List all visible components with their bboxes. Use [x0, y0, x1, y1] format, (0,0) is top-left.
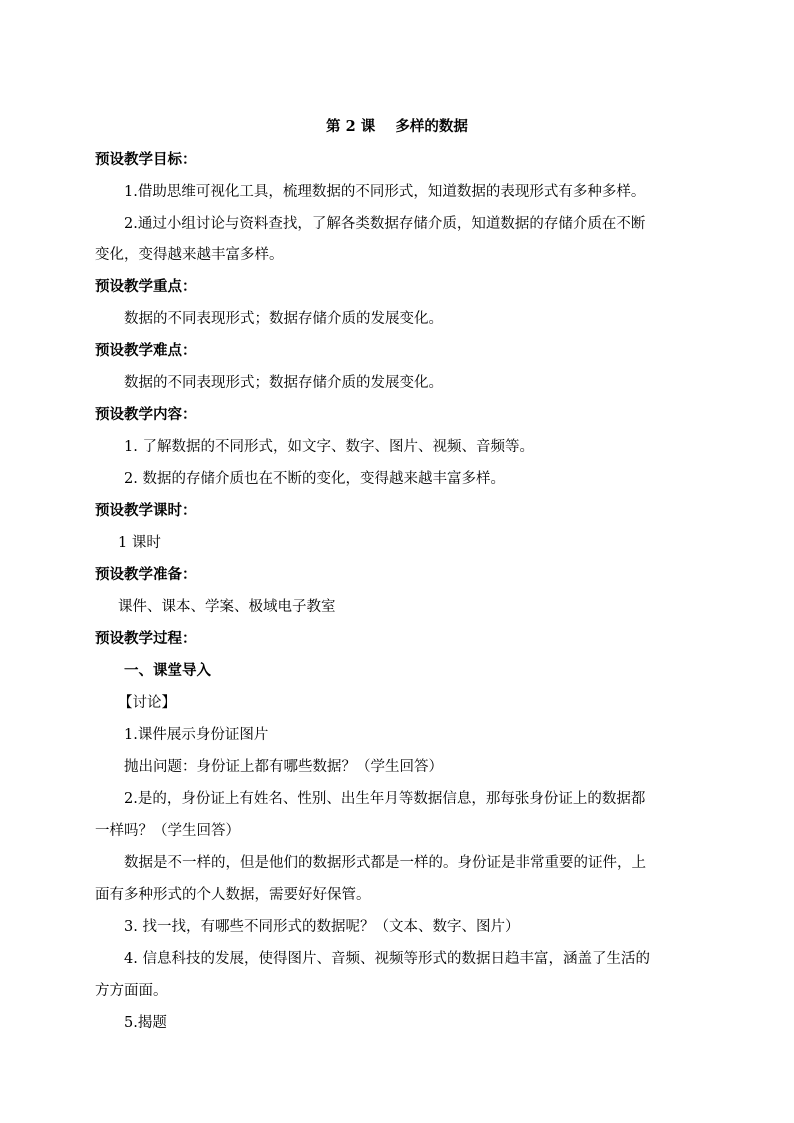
step-2-line-1: 2.是的，身份证上有姓名、性别、出生年月等数据信息，那每张身份证上的数据都: [124, 791, 646, 807]
goal-item-2-line-2: 变化，变得越来越丰富多样。: [95, 247, 284, 263]
lesson-title: 第 2 课 多样的数据: [326, 118, 468, 135]
hours-text: 1 课时: [118, 535, 161, 551]
key-points-heading: 预设教学重点：: [95, 278, 197, 295]
step-1: 1.课件展示身份证图片: [124, 727, 269, 743]
difficult-points-text: 数据的不同表现形式；数据存储介质的发展变化。: [124, 375, 443, 391]
process-part-1-heading: 一、课堂导入: [124, 662, 211, 679]
step-1-question: 抛出问题：身份证上都有哪些数据？（学生回答）: [124, 759, 443, 775]
key-points-text: 数据的不同表现形式；数据存储介质的发展变化。: [124, 311, 443, 327]
goal-item-2-line-1: 2.通过小组讨论与资料查找，了解各类数据存储介质，知道数据的存储介质在不断: [124, 216, 646, 232]
preparation-heading: 预设教学准备：: [95, 566, 197, 583]
step-5: 5.揭题: [124, 1015, 167, 1031]
step-2b-line-1: 数据是不一样的，但是他们的数据形式都是一样的。身份证是非常重要的证件，上: [124, 855, 646, 871]
process-heading: 预设教学过程：: [95, 630, 197, 647]
difficult-points-heading: 预设教学难点：: [95, 342, 197, 359]
step-4-line-1: 4. 信息科技的发展，使得图片、音频、视频等形式的数据日趋丰富，涵盖了生活的: [124, 951, 650, 967]
step-2b-line-2: 面有多种形式的个人数据，需要好好保管。: [95, 887, 371, 903]
step-4-line-2: 方方面面。: [95, 983, 168, 999]
step-3: 3. 找一找，有哪些不同形式的数据呢？（文本、数字、图片）: [124, 919, 520, 935]
preparation-text: 课件、课本、学案、极域电子教室: [118, 599, 336, 615]
hours-heading: 预设教学课时：: [95, 502, 197, 519]
content-heading: 预设教学内容：: [95, 406, 197, 423]
goal-item-1: 1.借助思维可视化工具，梳理数据的不同形式，知道数据的表现形式有多种多样。: [124, 184, 646, 200]
content-item-2: 2. 数据的存储介质也在不断的变化，变得越来越丰富多样。: [124, 471, 505, 487]
content-item-1: 1. 了解数据的不同形式，如文字、数字、图片、视频、音频等。: [124, 439, 534, 455]
step-2-line-2: 一样吗？（学生回答）: [95, 823, 240, 839]
discussion-tag: 【讨论】: [118, 695, 176, 711]
goals-heading: 预设教学目标：: [95, 151, 197, 168]
